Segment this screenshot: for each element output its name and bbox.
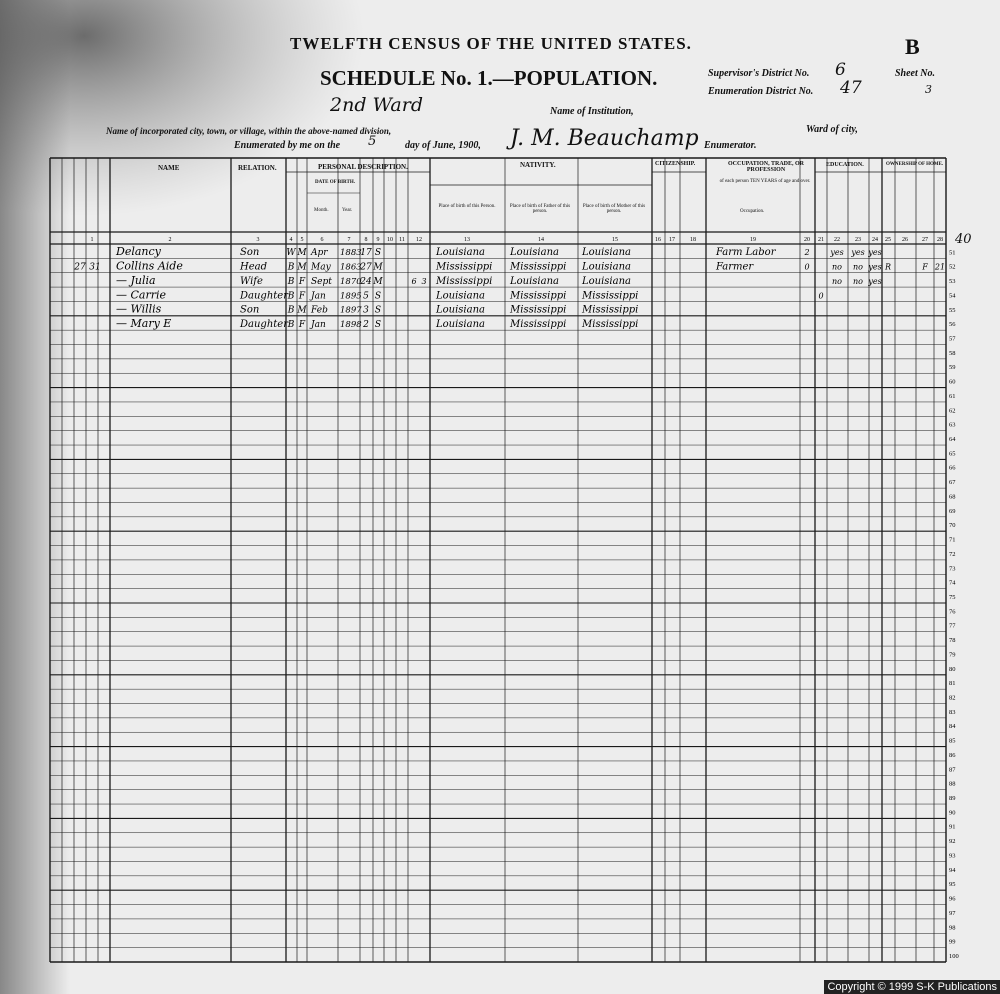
column-number: 26 — [902, 237, 908, 243]
line-number: 74 — [949, 579, 956, 587]
right-margin-note: 40 — [955, 232, 972, 247]
entry-name: Delancy — [116, 245, 161, 259]
column-number: 2 — [168, 237, 172, 243]
entry-year: 1895 — [340, 291, 362, 302]
line-number: 94 — [949, 866, 956, 874]
line-number: 88 — [949, 780, 956, 788]
entry-father-birthplace: Mississippi — [510, 261, 567, 273]
entry-school: 0 — [818, 291, 824, 301]
column-number: 11 — [399, 237, 405, 243]
line-number: 92 — [949, 838, 956, 846]
entry-sex: F — [298, 320, 306, 331]
entry-month: Feb — [311, 305, 328, 316]
entry-birthplace: Mississippi — [436, 275, 493, 287]
header-birth-mother: Place of birth of Mother of this person. — [582, 204, 646, 214]
institution-label: Name of Institution, — [550, 106, 634, 117]
entry-children-born: 6 — [411, 276, 417, 286]
line-number: 68 — [949, 493, 956, 501]
line-number: 81 — [949, 680, 956, 688]
column-number: 17 — [669, 237, 675, 243]
entry-can-read: yes — [830, 248, 844, 258]
column-number: 22 — [834, 237, 840, 243]
line-number: 98 — [949, 924, 956, 932]
entry-dwelling: 27 — [74, 262, 86, 273]
enumerated-day: 5 — [368, 134, 377, 149]
entry-name: Collins Aide — [116, 259, 183, 273]
column-number: 14 — [538, 237, 544, 243]
entry-mother-birthplace: Louisiana — [582, 261, 631, 273]
entry-name: — Carrie — [116, 288, 167, 302]
entry-months-unemployed: 2 — [804, 248, 810, 258]
column-number: 21 — [818, 237, 824, 243]
header-year: Year. — [342, 208, 353, 213]
sheet-label: Sheet No. — [895, 68, 935, 79]
enumerated-suffix: day of June, 1900, — [405, 140, 481, 151]
column-number: 6 — [320, 237, 324, 243]
entry-can-write: no — [853, 276, 863, 286]
header-birth-person: Place of birth of this Person. — [438, 204, 496, 209]
line-number: 91 — [949, 823, 956, 831]
column-number: 5 — [300, 237, 304, 243]
line-number: 78 — [949, 637, 956, 645]
enumerator-label: Enumerator. — [704, 140, 757, 151]
column-number: 1 — [90, 237, 94, 243]
entry-mother-birthplace: Mississippi — [582, 319, 639, 331]
entry-sex: F — [298, 291, 306, 302]
schedule-title: SCHEDULE No. 1.—POPULATION. — [320, 66, 658, 90]
line-number: 61 — [949, 392, 956, 400]
entry-name: — Mary E — [116, 317, 172, 331]
entry-birthplace: Louisiana — [436, 304, 485, 316]
entry-color: B — [287, 262, 295, 273]
entry-birthplace: Mississippi — [436, 261, 493, 273]
column-number: 28 — [937, 237, 943, 243]
entry-sex: F — [298, 276, 306, 287]
entry-name: — Willis — [116, 302, 162, 316]
entry-marital: S — [374, 291, 382, 302]
header-occupation-sub: of each person TEN YEARS of age and over. — [719, 179, 811, 184]
column-number: 15 — [612, 237, 618, 243]
entry-sex: M — [297, 262, 307, 273]
line-number: 63 — [949, 421, 956, 429]
entry-month: Jan — [311, 291, 326, 302]
header-ownership: OWNERSHIP OF HOME. — [886, 162, 944, 167]
line-number: 60 — [949, 378, 956, 386]
entry-children-living: 3 — [421, 276, 427, 286]
column-number: 4 — [289, 237, 293, 243]
entry-marital: M — [373, 262, 383, 273]
entry-father-birthplace: Mississippi — [510, 290, 567, 302]
column-number: 19 — [750, 237, 756, 243]
line-number: 58 — [949, 349, 956, 357]
line-number: 83 — [949, 708, 956, 716]
line-number: 53 — [949, 278, 956, 286]
census-title: TWELFTH CENSUS OF THE UNITED STATES. — [290, 34, 692, 53]
entry-age: 27 — [360, 262, 372, 273]
line-number: 96 — [949, 895, 956, 903]
entry-father-birthplace: Louisiana — [510, 247, 559, 259]
entry-speaks-english: yes — [868, 248, 882, 258]
header-citizenship: CITIZENSHIP. — [655, 161, 696, 167]
entry-month: Jan — [311, 320, 326, 331]
line-number: 72 — [949, 550, 956, 558]
column-number: 8 — [364, 237, 368, 243]
entry-mother-birthplace: Mississippi — [582, 290, 639, 302]
header-month: Month. — [314, 208, 329, 213]
column-number: 20 — [804, 237, 810, 243]
line-number: 95 — [949, 881, 956, 889]
entry-color: B — [287, 291, 295, 302]
entry-occupation: Farmer — [716, 261, 754, 273]
header-nativity: NATIVITY. — [520, 161, 556, 169]
line-number: 51 — [949, 249, 956, 257]
column-number: 13 — [464, 237, 470, 243]
form-letter: B — [905, 34, 920, 59]
enumeration-value: 47 — [840, 78, 862, 98]
line-number: 55 — [949, 306, 956, 314]
column-number: 9 — [376, 237, 380, 243]
line-number: 90 — [949, 809, 956, 817]
line-number: 93 — [949, 852, 956, 860]
line-number: 80 — [949, 665, 956, 673]
sheet-value: 3 — [925, 83, 932, 96]
entry-relation: Daughter — [240, 319, 288, 331]
line-number: 100 — [949, 952, 959, 960]
line-number: 85 — [949, 737, 956, 745]
entry-year: 1897 — [340, 305, 362, 316]
line-number: 64 — [949, 436, 956, 444]
place-label: Name of incorporated city, town, or village, within the above-named division, — [106, 126, 392, 136]
entry-marital: S — [374, 248, 382, 259]
line-number: 59 — [949, 364, 956, 372]
entry-color: W — [286, 248, 296, 259]
entry-age: 17 — [360, 248, 372, 259]
copyright-notice: Copyright © 1999 S-K Publications — [824, 980, 1000, 994]
entry-occupation: Farm Labor — [716, 247, 776, 259]
header-name: NAME — [158, 164, 180, 172]
line-number: 57 — [949, 335, 956, 343]
header-date-of-birth: DATE OF BIRTH. — [315, 180, 355, 185]
entry-year: 1883 — [340, 248, 362, 259]
entry-month: Sept — [311, 276, 332, 287]
line-number: 54 — [949, 292, 956, 300]
entry-speaks-english: yes — [868, 276, 882, 286]
line-number: 86 — [949, 751, 956, 759]
enumerated-label: Enumerated by me on the — [234, 140, 341, 151]
entry-year: 1863 — [340, 262, 362, 273]
entry-color: B — [287, 305, 295, 316]
entry-owned-rented: R — [884, 262, 892, 272]
entry-father-birthplace: Mississippi — [510, 304, 567, 316]
entry-marital: S — [374, 305, 382, 316]
line-number: 79 — [949, 651, 956, 659]
entry-birthplace: Louisiana — [436, 247, 485, 259]
header-personal: PERSONAL DESCRIPTION. — [318, 163, 408, 171]
entry-can-read: no — [832, 262, 842, 272]
entry-year: 1870 — [340, 276, 362, 287]
entry-marital: M — [373, 276, 383, 287]
header-birth-father: Place of birth of Father of this person. — [509, 204, 571, 214]
entry-relation: Head — [240, 261, 268, 273]
line-number: 66 — [949, 464, 956, 472]
entry-relation: Wife — [240, 275, 263, 287]
entry-farm-schedule: 21 — [934, 262, 946, 272]
column-number: 12 — [416, 237, 422, 243]
line-number: 73 — [949, 565, 956, 573]
entry-relation: Daughter — [240, 290, 288, 302]
entry-relation: Son — [240, 304, 260, 316]
column-number: 18 — [690, 237, 696, 243]
entry-farm-or-house: F — [922, 262, 928, 272]
entry-mother-birthplace: Louisiana — [582, 275, 631, 287]
entry-father-birthplace: Louisiana — [510, 275, 559, 287]
column-number: 24 — [872, 237, 878, 243]
line-number: 99 — [949, 938, 956, 946]
entry-speaks-english: yes — [868, 262, 882, 272]
line-number: 97 — [949, 909, 956, 917]
entry-age: 5 — [363, 291, 369, 302]
entry-color: B — [287, 320, 295, 331]
entry-month: May — [311, 262, 331, 273]
entry-birthplace: Louisiana — [436, 290, 485, 302]
entry-birthplace: Louisiana — [436, 319, 485, 331]
entry-family: 31 — [89, 262, 101, 273]
entry-can-write: yes — [851, 248, 865, 258]
line-number: 65 — [949, 450, 956, 458]
line-number: 76 — [949, 608, 956, 616]
entry-year: 1898 — [340, 320, 362, 331]
column-number: 16 — [655, 237, 661, 243]
supervisor-value: 6 — [835, 60, 846, 80]
column-number: 25 — [885, 237, 891, 243]
entry-months-unemployed: 0 — [804, 262, 810, 272]
entry-age: 24 — [360, 276, 372, 287]
line-number: 52 — [949, 263, 956, 271]
entry-age: 2 — [363, 320, 369, 331]
entry-color: B — [287, 276, 295, 287]
line-number: 75 — [949, 593, 956, 601]
entry-relation: Son — [240, 247, 260, 259]
header-education: EDUCATION. — [826, 162, 864, 168]
entry-name: — Julia — [116, 273, 156, 287]
line-number: 56 — [949, 321, 956, 329]
line-number: 67 — [949, 479, 956, 487]
subdivision-value: 2nd Ward — [330, 94, 423, 116]
entry-month: Apr — [311, 248, 328, 259]
entry-can-read: no — [832, 276, 842, 286]
line-number: 87 — [949, 766, 956, 774]
column-number: 7 — [347, 237, 351, 243]
entry-marital: S — [374, 320, 382, 331]
column-number: 10 — [387, 237, 393, 243]
line-number: 69 — [949, 507, 956, 515]
entry-mother-birthplace: Louisiana — [582, 247, 631, 259]
column-number: 27 — [922, 237, 928, 243]
header-occupation-col: Occupation. — [740, 209, 765, 214]
supervisor-label: Supervisor's District No. — [708, 68, 810, 79]
entry-father-birthplace: Mississippi — [510, 319, 567, 331]
line-number: 62 — [949, 407, 956, 415]
column-number: 23 — [855, 237, 861, 243]
header-occupation: OCCUPATION, TRADE, OR PROFESSION — [727, 161, 804, 173]
entry-sex: M — [297, 305, 307, 316]
line-number: 77 — [949, 622, 956, 630]
ward-label: Ward of city, — [806, 124, 858, 135]
entry-age: 3 — [363, 305, 369, 316]
line-number: 71 — [949, 536, 956, 544]
header-relation: RELATION. — [238, 164, 277, 172]
line-number: 82 — [949, 694, 956, 702]
entry-mother-birthplace: Mississippi — [582, 304, 639, 316]
line-number: 84 — [949, 723, 956, 731]
line-number: 70 — [949, 522, 956, 530]
enumerator-name: J. M. Beauchamp — [510, 126, 699, 151]
line-number: 89 — [949, 795, 956, 803]
entry-can-write: no — [853, 262, 863, 272]
entry-sex: M — [297, 248, 307, 259]
enumeration-label: Enumeration District No. — [708, 86, 814, 97]
column-number: 3 — [256, 237, 260, 243]
